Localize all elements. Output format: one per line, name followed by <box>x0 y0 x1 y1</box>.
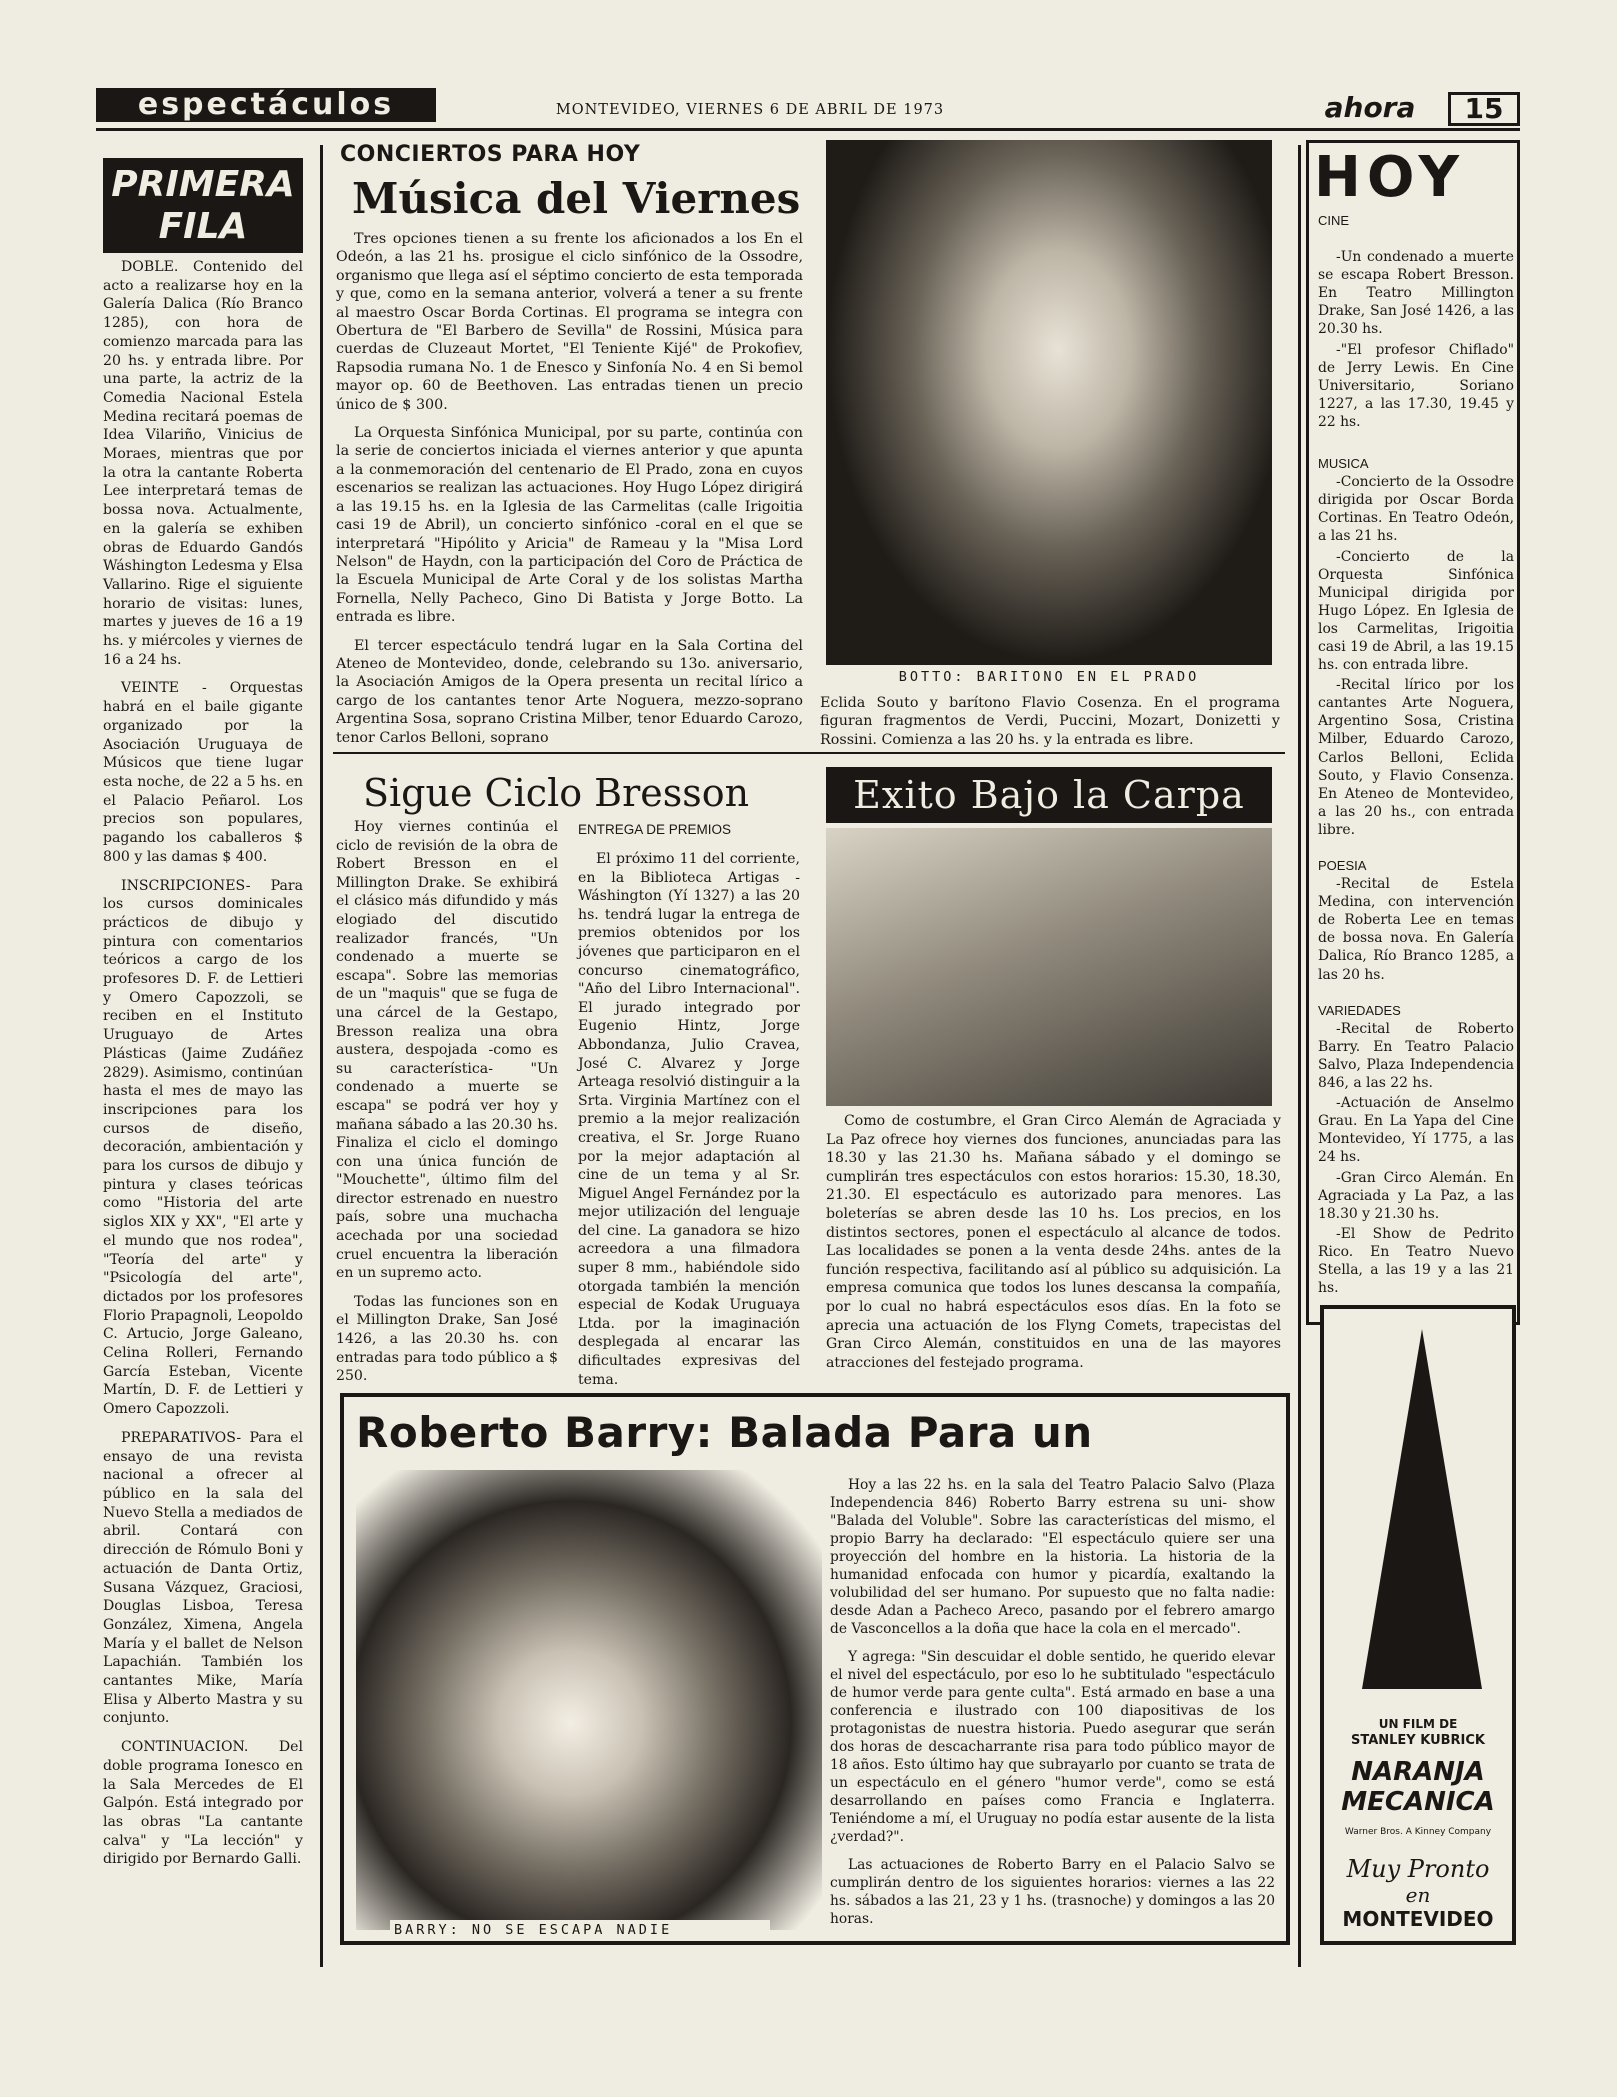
barry-paragraph: Y agrega: "Sin descuidar el doble sentido, he querido elevar el nivel del espectáculo, por eso lo he subtitulado "espectáculo de humor verde para gente culta". Está armado en base a una conferencia e ilustrado con 100 diapositivas de los protagonistas de nuestra historia. Puedo asegurar que serán dos horas de descacharrante risa para todo público mayor de 18 años. Esto último hay que subrayarlo por cuanto se trata de un espectáculo en el género "humor verde", como se está desarrollando en países como Francia e Inglaterra. Teniéndome a mí, el Uruguay no podía estar ausente de la lista ¿verdad?". <box>830 1649 1275 1845</box>
dateline: MONTEVIDEO, VIERNES 6 DE ABRIL DE 1973 <box>555 102 945 118</box>
conciertos-kicker: CONCIERTOS PARA HOY <box>340 142 641 167</box>
hoy-section-cine <box>1318 212 1514 431</box>
barry-paragraph: Las actuaciones de Roberto Barry en el Palacio Salvo se cumplirán dentro de los siguientes horarios: viernes a las 22 hs. sábados a las 21, 23 y 1 hs. (trasnoche) y domingos a las 20 horas. <box>830 1857 1275 1927</box>
primera-fila-paragraph: PREPARATIVOS- Para el ensayo de una revista nacional a ofrecer al público en la sala del Nuevo Stella a mediados de abril. Contará con dirección de Rómulo Boni y actuación de Danta Ortiz, Susana Vázquez, Graciosi, Douglas Lisboa, Teresa González, Ximena, Angela María y el ballet de Nelson Lapachián. También los cantantes Mike, María Elisa y Alberto Mastra y su conjunto. <box>103 1429 303 1727</box>
ad-title-1: NARANJA <box>1351 1757 1485 1787</box>
ad-line-2: STANLEY KUBRICK <box>1350 1733 1486 1748</box>
primera-fila-title-line-2: FILA <box>158 206 248 247</box>
primera-fila-paragraph: INSCRIPCIONES- Para los cursos dominicales prácticos de dibujo y pintura con comentarios teóricos a cargo de los profesores D. F. de Lettieri y Omero Capozzoli, se reciben en el Instituto Uruguayo de Artes Plásticas (Jaime Zudáñez 2829). Asimismo, continúan hasta el mes de mayo las inscripciones para los cursos de diseño, decoración, ambientación y para los cursos de dibujo y pintura y clases teóricas como "Historia del arte siglos XIX y XX", "El arte y el mundo que nos rodea", "Teoría del arte" y "Psicología del arte", dictados por los profesores Florio Prapagnoli, Leopoldo C. Artucio, Jorge Galeano, Celina Rolleri, Fernando García Esteban, Vicente Martín, D. F. de Lettieri y Omero Capozzoli. <box>103 877 303 1418</box>
barry-headline: Roberto Barry: Balada Para un <box>356 1408 1093 1457</box>
hoy-item: -"El profesor Chiflado" de Jerry Lewis. En Cine Universitario, Soriano 1227, a las 17.30, 19.45 y 22 hs. <box>1318 341 1514 430</box>
section-banner: espectáculos <box>96 88 436 122</box>
hoy-item: -Recital de Estela Medina, con intervención de Roberta Lee en temas de bossa nova. En Galería Dalica, Río Branco 1285, a las 20 hs. <box>1318 876 1514 983</box>
primera-fila-paragraph: CONTINUACION. Del doble programa Ionesco en la Sala Mercedes de El Galpón. Está integrado por las obras "La cantante calva" y "La lección" y dirigido por Bernardo Galli. <box>103 1739 303 1868</box>
clockwork-orange-ad <box>1320 1305 1516 1945</box>
primera-fila-paragraph: VEINTE - Orquestas habrá en el baile gigante organizado por la Asociación Uruguaya de Músicos que tiene lugar esta noche, de 22 a 5 hs. en el Palacio Peñarol. Los precios son populares, pagando los caballeros $ 800 y las damas $ 400. <box>103 680 303 865</box>
ad-line-1: UN FILM DE <box>1378 1717 1458 1731</box>
hoy-listings <box>1318 212 1514 1307</box>
column-rule <box>320 145 323 1967</box>
premios-paragraph: El próximo 11 del corriente, en la Biblioteca Artigas - Wáshington (Yí 1327) a las 20 hs. tendrá lugar la entrega de premios obtenidos por los jóvenes que participaron en el concurso cinematográfico, "Año del Libro Internacional". El jurado integrado por Eugenio Hintz, Jorge Abbondanza, Julio Cravea, José C. Alvarez y Jorge Arteaga resolvió distinguir a la Srta. Virginia Martínez con el premio a la mejor realización creativa, el Sr. Jorge Ruano por la mejor adaptación al cine de un tema y al Sr. Miguel Angel Fernández por la mejor utilización del lenguaje del cine. La ganadora se hizo acreedora a una filmadora super 8 mm., habiéndole sido otorgada también la mención especial de Kodak Uruguaya Ltda. por la imaginación desplegada al encarar las dificultades expresivas del tema. <box>578 851 800 1388</box>
hoy-item: -El Show de Pedrito Rico. En Teatro Nuevo Stella, a las 19 y a las 21 hs. <box>1318 1225 1514 1297</box>
bresson-paragraph: Todas las funciones son en el Millington Drake, San José 1426, a las 20.30 hs. con entradas para todo público a $ 250. <box>336 1293 558 1385</box>
hoy-heading: MUSICA <box>1318 456 1369 472</box>
ad-title-2: MECANICA <box>1341 1787 1495 1817</box>
hoy-item: -Recital lírico por los cantantes Arte Noguera, Argentino Sosa, Cristina Milber, Eduardo Carozo, Carlos Belloni, Eclida Souto, y Flavio Consenza. En Ateneo de Montevideo, a las 20 hs., con entrada libre. <box>1318 677 1514 838</box>
conciertos-paragraph: La Orquesta Sinfónica Municipal, por su parte, continúa con la serie de conciertos iniciada el viernes anterior y que apunta a la conmemoración del centenario de El Prado, zona en cuyos escenarios se realizan las actuaciones. Hoy Hugo López dirigirá a las 19.15 hs. en la Iglesia de las Carmelitas (calle Irigoitia casi 19 de Abril), un concierto sinfónico -coral en el que se interpretará "Hipólito y Aricia" de Rameau y la "Misa Lord Nelson" de Haydn, con la participación del Coro de Práctica de la Escuela Municipal de Arte Coral y de los solistas Martha Fornella, Nelly Pacheco, Gino Di Batista y Jorge Botto. La entrada es libre. <box>336 425 803 626</box>
conciertos-continuation-text: Eclida Souto y barítono Flavio Cosenza. En el programa figuran fragmentos de Verdi, Puccini, Mozart, Donizetti y Rossini. Comienza a las 20 hs. y la entrada es libre. <box>820 695 1280 748</box>
ad-distributor: Warner Bros. A Kinney Company <box>1344 1827 1492 1837</box>
premios-kicker: ENTREGA DE PREMIOS <box>578 822 732 837</box>
barry-paragraph: Hoy a las 22 hs. en la sala del Teatro Palacio Salvo (Plaza Independencia 846) Roberto Barry estrena su uni- show "Balada del Voluble". Sobre las características del mismo, el propio Barry ha declarado: "El espectáculo quiere ser una proyección del hombre en la historia. La historia de la humanidad enfocada con humor y picardía, exaltando la volubilidad del ser humano. Por supuesto que no falta nadie: desde Adan a Pacheco Areco, pasando por el febrero amargo de Vasconcellos a la doña que hace la cola en el mercado". <box>830 1477 1275 1637</box>
hoy-section-musica <box>1318 455 1514 839</box>
ad-tagline-1: Muy Pronto <box>1346 1855 1490 1883</box>
hoy-section-poesia <box>1318 857 1514 984</box>
bresson-paragraph: Hoy viernes continúa el ciclo de revisión de la obra de Robert Bresson en el Millington Drake. Se exhibirá el clásico más difundido y más elogiado del discutido realizador francés, "Un condenado a muerte se escapa". Sobre las memorias de un "maquis" que se fuga de una cárcel de la Gestapo, Bresson realiza una obra austera, despojada -como es su característica- "Un condenado a muerte se escapa" se podrá ver hoy y mañana sábado a las 20.30 hs. Finaliza el ciclo el domingo con una única función de "Mouchette", último film del director estrenado en nuestro país, sobre una muchacha acechada por una sociedad cruel encuentra la liberación en un supremo acto. <box>336 819 558 1282</box>
primera-fila-title-line-1: PRIMERA <box>111 164 295 205</box>
hoy-title: HOY <box>1314 145 1466 210</box>
circus-photo <box>826 828 1272 1106</box>
barry-photo <box>356 1470 822 1930</box>
barry-body <box>830 1476 1275 1938</box>
bresson-headline: Sigue Ciclo Bresson <box>363 771 750 815</box>
bresson-body <box>336 818 558 1396</box>
premios-body <box>578 850 800 1399</box>
ad-triangle-artwork <box>1362 1329 1482 1689</box>
conciertos-continuation <box>820 694 1280 759</box>
header-rule <box>96 128 1520 131</box>
hoy-heading: VARIEDADES <box>1318 1002 1401 1018</box>
hoy-item: -Gran Circo Alemán. En Agraciada y La Paz, a las 18.30 y 21.30 hs. <box>1318 1169 1514 1222</box>
column-rule <box>1298 145 1301 1967</box>
carpa-body <box>826 1112 1281 1382</box>
conciertos-paragraph: El tercer espectáculo tendrá lugar en la Sala Cortina del Ateneo de Montevideo, donde, celebrando su 13o. aniversario, la Asociación Amigos de la Opera presenta un recital lírico a cargo de los cantantes tenor Arte Noguera, mezzo-soprano Argentina Sosa, soprano Cristina Milber, tenor Eduardo Carozo, tenor Carlos Belloni, soprano <box>336 637 803 746</box>
primera-fila-paragraph: DOBLE. Contenido del acto a realizarse hoy en la Galería Dalica (Río Branco 1285), con hora de comienzo marcada para las 20 hs. y entrada libre. Por una parte, la actriz de la Comedia Nacional Estela Medina recitará poemas de Idea Vilariño, Vinicius de Moraes, mientras que por la otra la cantante Roberta Lee interpretará temas de bossa nova. Actualmente, en la galería se exhiben obras de Eduardo Gandós Wáshington Ledesma y Elsa Vallarino. Rige el siguiente horario de visitas: lunes, martes y jueves de 16 a 19 hs. y miércoles y viernes de 16 a 24 hs. <box>103 259 303 668</box>
hoy-heading: CINE <box>1318 213 1350 228</box>
ad-tagline-3: MONTEVIDEO <box>1342 1907 1494 1931</box>
ad-tagline-2: en <box>1405 1883 1431 1907</box>
botto-photo <box>826 140 1272 665</box>
primera-fila-title <box>103 158 303 253</box>
primera-fila-body <box>103 258 303 1879</box>
page-number: 15 <box>1448 92 1520 126</box>
hoy-item: -Actuación de Anselmo Grau. En La Yapa del Cine Montevideo, Yí 1775, a las 24 hs. <box>1318 1095 1514 1166</box>
conciertos-headline: Música del Viernes <box>352 174 801 223</box>
hoy-heading: POESIA <box>1318 858 1367 873</box>
hoy-item: -Concierto de la Orquesta Sinfónica Municipal dirigida por Hugo López. En Iglesia de los Carmelitas, Irigoitia casi 19 de Abril, a las 19.15 hs. con entrada libre. <box>1318 548 1514 674</box>
barry-caption: BARRY: NO SE ESCAPA NADIE <box>390 1920 770 1940</box>
hoy-item: -Concierto de la Ossodre dirigida por Oscar Borda Cortinas. En Teatro Odeón, a las 21 hs. <box>1318 474 1514 545</box>
section-rule <box>333 752 1285 754</box>
conciertos-body <box>336 230 803 757</box>
botto-caption: BOTTO: BARITONO EN EL PRADO <box>898 669 1200 685</box>
conciertos-paragraph: Tres opciones tienen a su frente los aficionados a los En el Odeón, a las 21 hs. prosigue el ciclo sinfónico de la Ossodre, organismo que llega así el séptimo concierto de esta temporada y que, como en la semana anterior, volverá a tener a su frente al maestro Oscar Borda Cortinas. El programa se integra con Obertura de "El Barbero de Sevilla" de Rossini, Música para cuerdas de Cluzeaut Mortet, "El Teniente Kijé" de Prokofiev, Rapsodia rumana No. 1 de Enesco y Sinfonía No. 4 en Si bemol mayor op. 60 de Beethoven. Las entradas tienen un precio único de $ 300. <box>336 231 803 413</box>
carpa-headline: Exito Bajo la Carpa <box>826 767 1272 823</box>
hoy-section-variedades <box>1318 1002 1514 1298</box>
carpa-paragraph: Como de costumbre, el Gran Circo Alemán de Agraciada y La Paz ofrece hoy viernes dos funciones, anunciadas para las 18.30 y las 21.30 hs. Mañana sábado y el domingo se cumplirán tres espectáculos con estos horarios: 15.30, 18.30, 21.30. El espectáculo es autorizado para menores. Las boleterías se abren desde las 10 hs. Los precios, en los distintos sectores, ponen el espectáculo al alcance de todos. Las localidades se ponen a la venta desde 24hs. antes de la función respectiva, facilitando así al público su adquisición. La empresa comunica que todos los lunes descansa la compañía, por lo cual no habrá espectáculos esos días. En la foto se aprecia una actuación de los Flyng Comets, trapecistas del Gran Circo Alemán, constituidos en una de las mayores atracciones del festejado programa. <box>826 1113 1281 1371</box>
masthead-logo: ahora <box>1324 91 1416 124</box>
hoy-item: -Recital de Roberto Barry. En Teatro Palacio Salvo, Plaza Independencia 846, a las 22 hs. <box>1318 1020 1514 1092</box>
hoy-item: -Un condenado a muerte se escapa Robert Bresson. En Teatro Millington Drake, San José 1426, a las 20.30 hs. <box>1318 249 1514 338</box>
